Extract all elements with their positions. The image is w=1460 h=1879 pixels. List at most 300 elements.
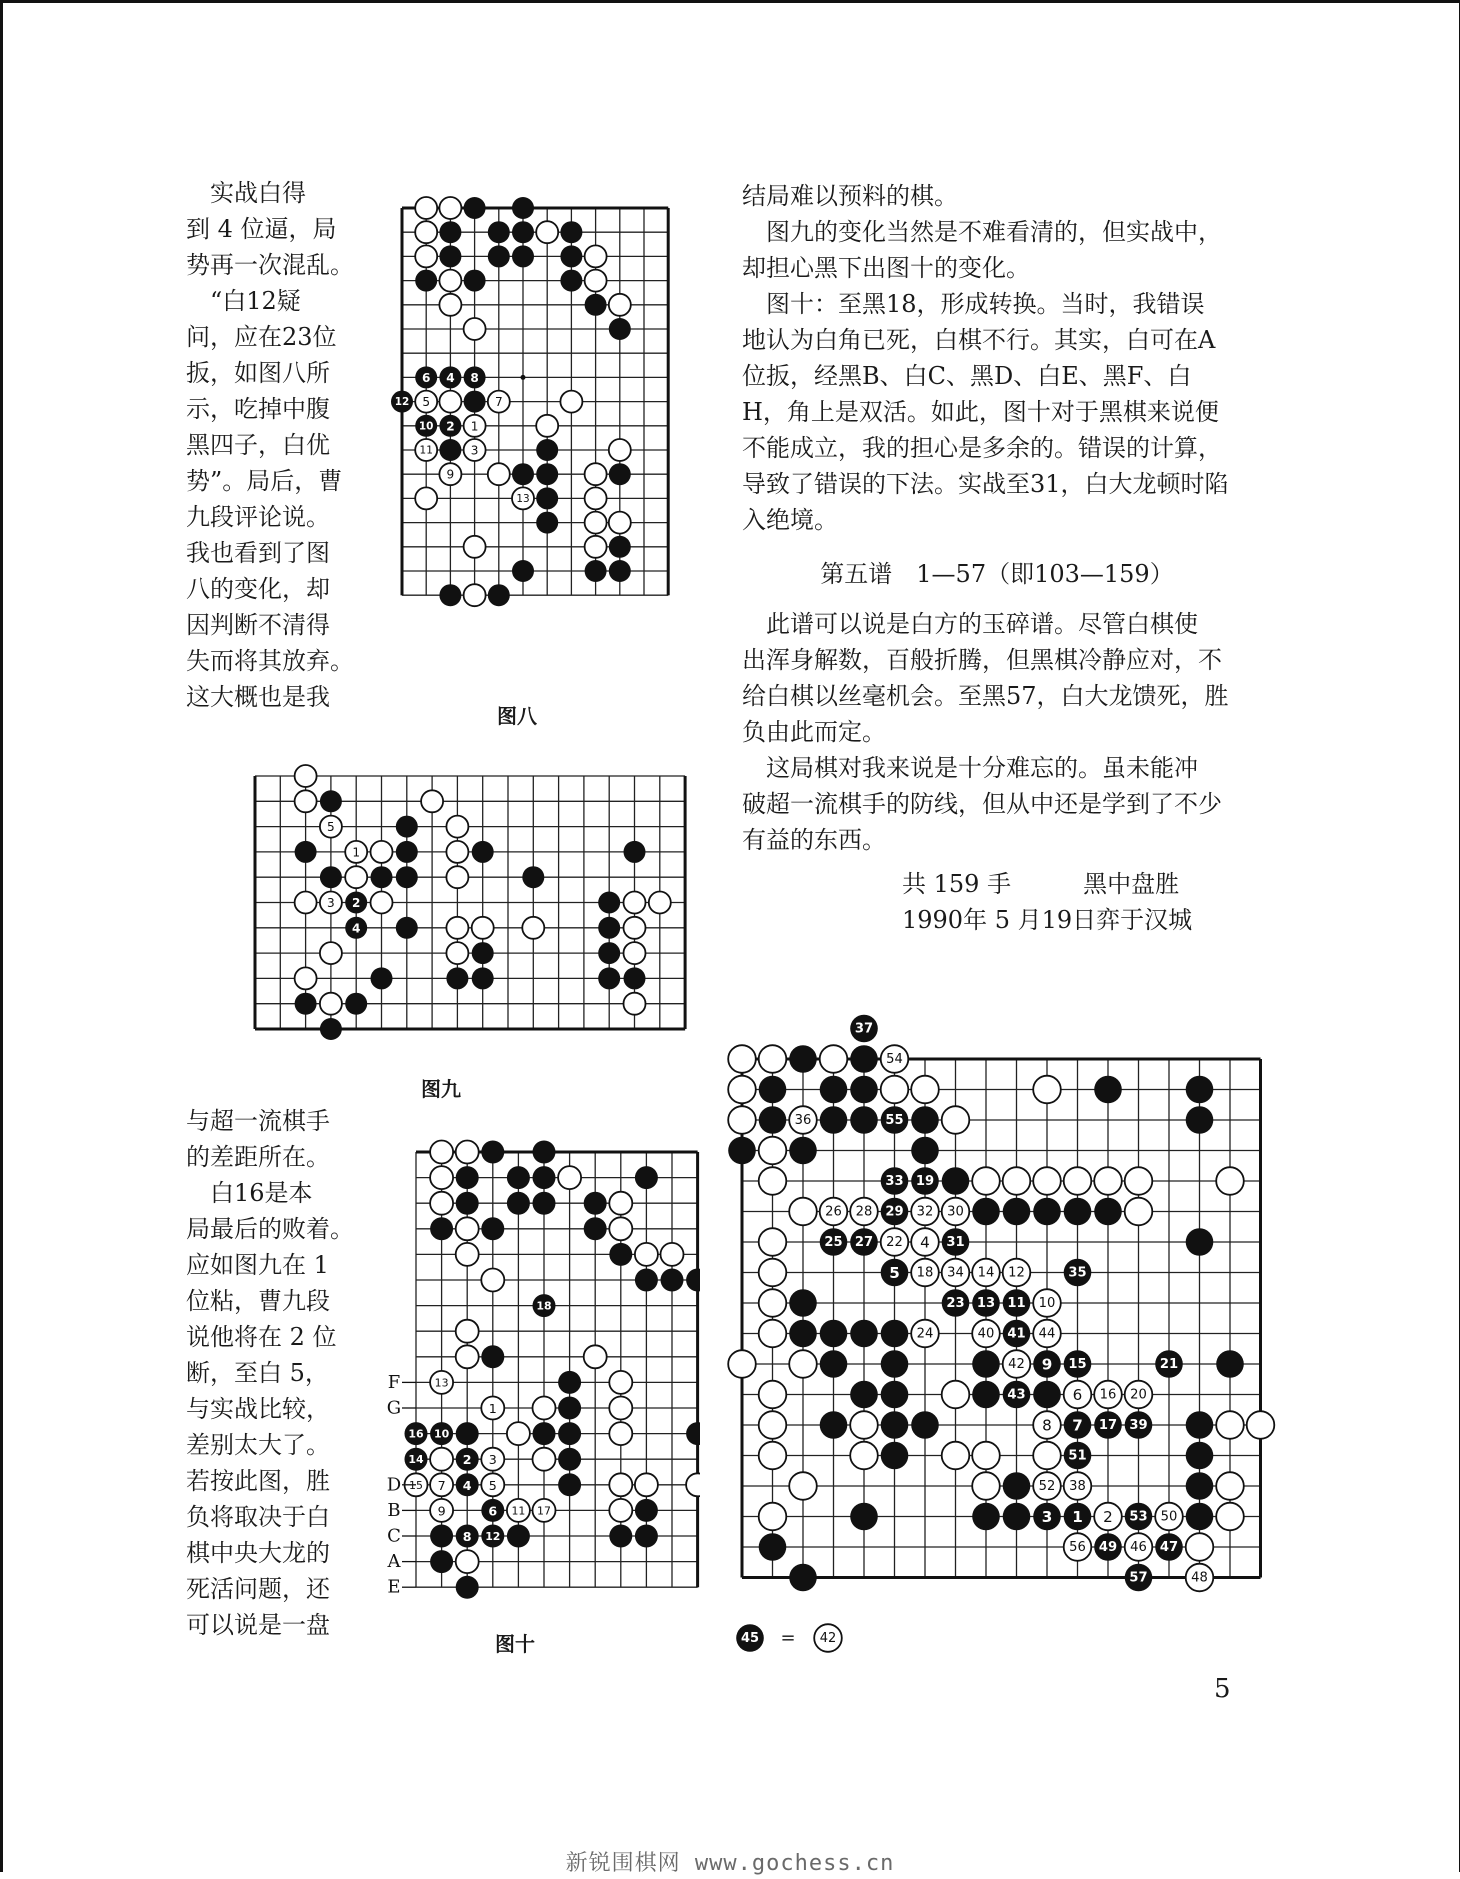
white-stone	[533, 1499, 556, 1522]
black-stone	[972, 1289, 1000, 1317]
white-stone	[759, 1167, 787, 1195]
black-stone	[972, 1503, 1000, 1531]
white-stone	[759, 1259, 787, 1287]
white-stone	[585, 512, 607, 534]
black-stone	[759, 1106, 787, 1134]
move-number: 2	[351, 896, 361, 910]
white-stone	[1033, 1411, 1061, 1439]
black-stone	[345, 917, 367, 939]
black-stone	[533, 1422, 556, 1445]
white-stone	[850, 1411, 878, 1439]
black-stone	[881, 1381, 909, 1409]
black-stone	[942, 1167, 970, 1195]
move-number: 50	[1160, 1509, 1178, 1525]
black-stone	[1033, 1381, 1061, 1409]
result-line: 共 159 手 黑中盘胜	[902, 870, 1180, 898]
white-stone	[942, 1198, 970, 1226]
text-line: 入绝境。	[742, 506, 838, 534]
move-number: 41	[1007, 1326, 1026, 1342]
move-number: 21	[1159, 1357, 1179, 1372]
white-stone	[609, 439, 631, 461]
white-stone	[430, 1448, 453, 1471]
black-stone	[1064, 1503, 1092, 1531]
black-stone	[609, 318, 631, 340]
move-number: 3	[1041, 1508, 1053, 1526]
move-number: 29	[885, 1204, 904, 1220]
black-stone	[446, 967, 468, 989]
text-line: 负由此而定。	[742, 718, 886, 746]
move-number: 1	[470, 419, 479, 434]
move-number: 5	[889, 1264, 900, 1282]
white-stone	[415, 221, 437, 243]
left-column-bottom-text	[186, 1103, 354, 1643]
black-stone	[1155, 1533, 1183, 1561]
text-line: 结局难以预料的棋。	[742, 182, 958, 210]
move-number: 12	[394, 396, 410, 409]
white-stone	[1033, 1289, 1061, 1317]
black-stone	[456, 1192, 479, 1215]
text-line: 这大概也是我	[186, 683, 330, 711]
move-number: 6	[421, 370, 431, 385]
black-stone	[686, 1269, 700, 1292]
point-label-f: F	[387, 1371, 401, 1393]
white-stone	[1003, 1350, 1031, 1378]
text-line: 棋中央大龙的	[186, 1539, 330, 1567]
white-stone	[536, 221, 558, 243]
white-stone	[371, 841, 393, 863]
white-stone	[635, 1473, 658, 1496]
black-stone	[320, 790, 342, 812]
white-stone	[1186, 1533, 1214, 1561]
black-stone	[488, 245, 510, 267]
black-stone	[456, 1166, 479, 1189]
black-stone	[789, 1045, 817, 1073]
white-stone	[942, 1106, 970, 1134]
black-stone	[850, 1381, 878, 1409]
star-point	[521, 375, 526, 380]
black-stone	[512, 221, 534, 243]
black-stone	[1003, 1381, 1031, 1409]
black-stone	[522, 866, 544, 888]
move-number: 7	[494, 395, 503, 410]
white-stone	[507, 1499, 530, 1522]
black-stone	[456, 1473, 479, 1496]
move-number: 43	[1007, 1387, 1026, 1403]
white-stone	[728, 1350, 756, 1378]
ko-note-black-stone	[736, 1624, 764, 1652]
black-stone	[1003, 1289, 1031, 1317]
white-stone	[446, 917, 468, 939]
black-stone	[456, 1448, 479, 1471]
black-stone	[972, 1350, 1000, 1378]
move-number: 5	[488, 1477, 497, 1493]
white-stone	[789, 1350, 817, 1378]
white-stone	[481, 1397, 504, 1420]
black-stone	[609, 560, 631, 582]
black-stone	[1003, 1503, 1031, 1531]
white-stone	[881, 1045, 909, 1073]
move-number: 18	[916, 1265, 934, 1281]
black-stone	[1094, 1533, 1122, 1561]
white-stone	[585, 487, 607, 509]
black-stone	[598, 917, 620, 939]
point-label-d: D	[386, 1474, 402, 1496]
move-number: 32	[916, 1204, 934, 1220]
point-label-e: E	[387, 1576, 401, 1598]
black-stone	[661, 1269, 684, 1292]
text-line: 这局棋对我来说是十分难忘的。虽未能冲	[742, 754, 1198, 782]
move-number: 6	[488, 1503, 498, 1519]
white-stone	[609, 1397, 632, 1420]
move-number: 47	[1159, 1540, 1179, 1555]
white-stone	[850, 1198, 878, 1226]
black-stone	[439, 584, 461, 606]
white-stone	[609, 512, 631, 534]
move-number: 2	[462, 1452, 472, 1468]
black-stone	[584, 1192, 607, 1215]
black-stone	[430, 1217, 453, 1240]
move-number: 8	[470, 370, 479, 385]
figure-9-board	[200, 748, 692, 1054]
black-stone	[911, 1137, 939, 1165]
page-number: 5	[1214, 1674, 1231, 1704]
white-stone	[295, 892, 317, 914]
black-stone	[1186, 1411, 1214, 1439]
black-stone	[911, 1167, 939, 1195]
move-number: 4	[446, 370, 455, 385]
move-number: 22	[886, 1235, 903, 1250]
white-stone	[456, 1550, 479, 1573]
white-stone	[609, 1371, 632, 1394]
black-stone	[472, 942, 494, 964]
text-line: 八的变化，却	[186, 575, 330, 603]
text-line: 差别太大了。	[186, 1431, 330, 1459]
black-stone	[942, 1289, 970, 1317]
white-stone	[320, 993, 342, 1015]
black-stone	[396, 816, 418, 838]
black-stone	[1216, 1350, 1244, 1378]
white-stone	[415, 439, 437, 461]
black-stone	[609, 1243, 632, 1266]
black-stone	[584, 1217, 607, 1240]
move-number: 9	[437, 1503, 446, 1519]
white-stone	[472, 917, 494, 939]
white-stone	[439, 197, 461, 219]
text-line: 黑四子，白优	[186, 431, 330, 459]
black-stone	[585, 294, 607, 316]
black-stone	[850, 1045, 878, 1073]
black-stone	[850, 1015, 878, 1043]
text-line: 却担心黑下出图十的变化。	[742, 254, 1030, 282]
black-stone	[396, 866, 418, 888]
white-stone	[911, 1228, 939, 1256]
black-stone	[1094, 1076, 1122, 1104]
figure-9-caption: 图九	[421, 1077, 461, 1101]
white-stone	[415, 245, 437, 267]
black-stone	[881, 1259, 909, 1287]
black-stone	[598, 942, 620, 964]
white-stone	[439, 391, 461, 413]
white-stone	[759, 1411, 787, 1439]
white-stone	[1064, 1533, 1092, 1561]
white-stone	[1094, 1503, 1122, 1531]
move-number: 44	[1038, 1326, 1056, 1342]
move-number: 42	[1008, 1357, 1025, 1372]
text-line: 的差距所在。	[186, 1143, 330, 1171]
white-stone	[430, 1141, 453, 1164]
text-line: 说他将在 2 位	[186, 1323, 337, 1351]
figure-8-caption: 图八	[497, 704, 537, 728]
white-stone	[320, 942, 342, 964]
black-stone	[1064, 1442, 1092, 1470]
black-stone	[512, 197, 534, 219]
black-stone	[881, 1411, 909, 1439]
move-number: 16	[1099, 1387, 1117, 1403]
summary-block	[742, 606, 1252, 858]
ko-note-white-stone	[814, 1624, 842, 1652]
black-stone	[598, 967, 620, 989]
black-stone	[533, 1192, 556, 1215]
text-line: 位扳，经黑B、白C、黑D、白E、黑F、白	[742, 362, 1192, 390]
move-number: 11	[419, 444, 433, 457]
black-stone	[820, 1106, 848, 1134]
move-number: 14	[977, 1265, 995, 1281]
white-stone	[320, 892, 342, 914]
figure-10-caption: 图十	[495, 1632, 535, 1656]
black-stone	[609, 536, 631, 558]
white-stone	[624, 892, 646, 914]
move-number: 17	[537, 1504, 551, 1518]
white-stone	[446, 816, 468, 838]
white-stone	[686, 1473, 700, 1496]
black-stone	[609, 1525, 632, 1548]
black-stone	[512, 560, 534, 582]
white-stone	[820, 1045, 848, 1073]
white-stone	[415, 197, 437, 219]
white-stone	[439, 294, 461, 316]
black-stone	[320, 1018, 342, 1040]
figure-10-board	[360, 1118, 700, 1624]
move-number: 3	[470, 443, 479, 458]
move-number: 14	[408, 1453, 424, 1467]
text-line: H，角上是双活。如此，图十对于黑棋来说便	[742, 398, 1219, 426]
move-number: 9	[446, 467, 455, 482]
ko-note-white-number: 42	[819, 1631, 837, 1646]
black-stone	[1155, 1350, 1183, 1378]
move-number: 8	[462, 1529, 472, 1544]
white-stone	[728, 1045, 756, 1073]
white-stone	[415, 391, 437, 413]
black-stone	[1186, 1442, 1214, 1470]
black-stone	[536, 463, 558, 485]
move-number: 34	[947, 1265, 964, 1281]
text-line: 图九的变化当然是不难看清的，但实战中，	[742, 218, 1222, 246]
white-stone	[421, 790, 443, 812]
black-stone	[439, 415, 461, 437]
white-stone	[1064, 1381, 1092, 1409]
move-number: 56	[1069, 1540, 1086, 1555]
white-stone	[728, 1076, 756, 1104]
white-stone	[624, 993, 646, 1015]
black-stone	[609, 463, 631, 485]
move-number: 26	[825, 1204, 842, 1220]
ko-note-black-number: 45	[740, 1631, 760, 1646]
move-number: 18	[536, 1299, 552, 1313]
white-stone	[464, 439, 486, 461]
black-stone	[1003, 1472, 1031, 1500]
white-stone	[488, 391, 510, 413]
white-stone	[635, 1243, 658, 1266]
white-stone	[507, 1422, 530, 1445]
point-label-a: A	[387, 1551, 401, 1573]
white-stone	[1033, 1472, 1061, 1500]
black-stone	[911, 1411, 939, 1439]
black-stone	[1033, 1350, 1061, 1378]
black-stone	[881, 1350, 909, 1378]
text-line: 扳，如图八所	[186, 359, 330, 387]
black-stone	[1186, 1472, 1214, 1500]
black-stone	[464, 366, 486, 388]
black-stone	[1003, 1198, 1031, 1226]
game-record-board	[708, 1010, 1288, 1670]
white-stone	[972, 1167, 1000, 1195]
section-heading: 第五谱 1—57（即103—159）	[820, 560, 1174, 588]
white-stone	[536, 415, 558, 437]
move-number: 23	[946, 1296, 965, 1311]
black-stone	[1186, 1076, 1214, 1104]
text-line: 位粘，曹九段	[186, 1287, 330, 1315]
white-stone	[345, 866, 367, 888]
white-stone	[439, 270, 461, 292]
white-stone	[430, 1499, 453, 1522]
black-stone	[624, 967, 646, 989]
move-number: 20	[1130, 1387, 1147, 1403]
black-stone	[1125, 1411, 1153, 1439]
white-stone	[446, 942, 468, 964]
black-stone	[972, 1381, 1000, 1409]
white-stone	[759, 1289, 787, 1317]
white-stone	[456, 1320, 479, 1343]
black-stone	[759, 1076, 787, 1104]
black-stone	[456, 1576, 479, 1599]
black-stone	[415, 366, 437, 388]
black-stone	[1064, 1350, 1092, 1378]
black-stone	[558, 1371, 581, 1394]
white-stone	[759, 1228, 787, 1256]
black-stone	[789, 1137, 817, 1165]
white-stone	[1186, 1564, 1214, 1592]
black-stone	[481, 1345, 504, 1368]
black-stone	[789, 1320, 817, 1348]
move-number: 3	[327, 896, 335, 910]
black-stone	[1094, 1411, 1122, 1439]
white-stone	[609, 1499, 632, 1522]
white-stone	[624, 917, 646, 939]
black-stone	[585, 560, 607, 582]
move-number: 37	[854, 1021, 874, 1037]
black-stone	[507, 1525, 530, 1548]
figure-8-board	[378, 180, 700, 666]
move-number: 2	[1103, 1508, 1113, 1526]
white-stone	[1125, 1533, 1153, 1561]
white-stone	[488, 463, 510, 485]
text-line: 势再一次混乱。	[186, 251, 354, 279]
white-stone	[1003, 1259, 1031, 1287]
move-number: 2	[446, 419, 455, 434]
black-stone	[371, 967, 393, 989]
white-stone	[1125, 1381, 1153, 1409]
move-number: 48	[1191, 1570, 1208, 1586]
black-stone	[820, 1320, 848, 1348]
text-line: 死活问题，还	[186, 1575, 330, 1603]
black-stone	[464, 270, 486, 292]
white-stone	[456, 1345, 479, 1368]
move-number: 39	[1129, 1418, 1148, 1433]
black-stone	[430, 1550, 453, 1573]
white-stone	[881, 1076, 909, 1104]
white-stone	[1064, 1167, 1092, 1195]
move-number: 1	[1072, 1508, 1083, 1526]
black-stone	[481, 1499, 504, 1522]
white-stone	[456, 1141, 479, 1164]
black-stone	[1186, 1503, 1214, 1531]
white-stone	[430, 1371, 453, 1394]
black-stone	[850, 1076, 878, 1104]
white-stone	[560, 391, 582, 413]
point-label-g: G	[386, 1397, 402, 1419]
text-line: 到 4 位逼，局	[186, 215, 337, 243]
move-number: 15	[409, 1478, 423, 1492]
white-stone	[1216, 1503, 1244, 1531]
text-line: 可以说是一盘	[186, 1611, 330, 1639]
white-stone	[1216, 1472, 1244, 1500]
white-stone	[1003, 1167, 1031, 1195]
white-stone	[446, 841, 468, 863]
black-stone	[430, 1422, 453, 1445]
white-stone	[850, 1442, 878, 1470]
white-stone	[295, 790, 317, 812]
black-stone	[820, 1228, 848, 1256]
move-number: 52	[1038, 1479, 1056, 1494]
black-stone	[820, 1076, 848, 1104]
white-stone	[1033, 1167, 1061, 1195]
white-stone	[661, 1243, 684, 1266]
black-stone	[1064, 1411, 1092, 1439]
white-stone	[464, 415, 486, 437]
move-number: 19	[915, 1174, 935, 1189]
text-line: 导致了错误的下法。实战至31，白大龙顿时陷	[742, 470, 1229, 498]
move-number: 25	[824, 1235, 843, 1250]
black-stone	[820, 1350, 848, 1378]
black-stone	[456, 1525, 479, 1548]
white-stone	[464, 318, 486, 340]
white-stone	[456, 1217, 479, 1240]
move-number: 3	[488, 1452, 497, 1468]
black-stone	[533, 1294, 556, 1317]
white-stone	[609, 1192, 632, 1215]
black-stone	[1064, 1259, 1092, 1287]
point-label-c: C	[387, 1525, 401, 1547]
white-stone	[972, 1320, 1000, 1348]
black-stone	[881, 1106, 909, 1134]
move-number: 16	[408, 1427, 424, 1441]
move-number: 28	[855, 1204, 873, 1220]
white-stone	[609, 1217, 632, 1240]
text-line: 应如图九在 1	[186, 1251, 329, 1279]
black-stone	[850, 1503, 878, 1531]
right-column-text	[742, 178, 1252, 938]
move-number: 13	[976, 1296, 996, 1311]
